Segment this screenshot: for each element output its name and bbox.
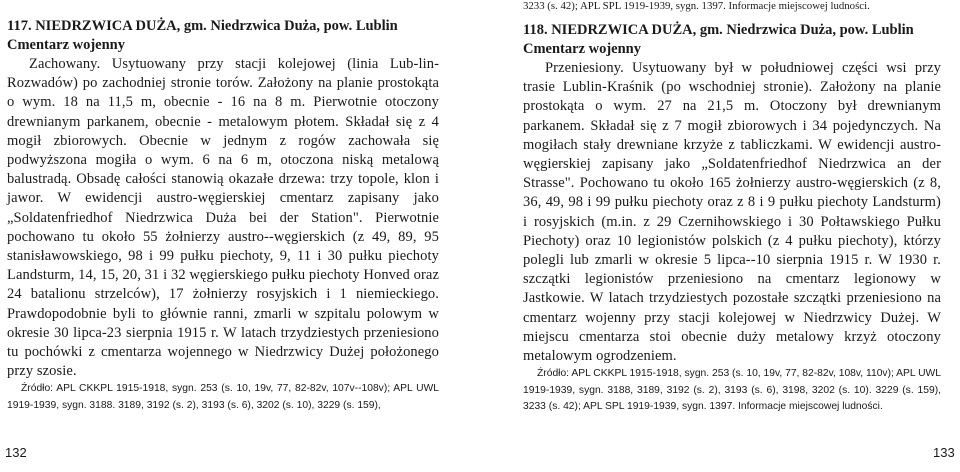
entry-118-source: Źródło: APL CKKPL 1915-1918, sygn. 253 (s. 10, 19v, 77, 82-82v, 108v, 110v); APL UWL 1919-1939, sygn. 3188, 3189, 3192 (s. 2), 3193 (s. 6), 3198, 3202 (s. 10). 3229 (s. 159), 3233 (s. 42); APL SPL 1919-1939, sygn. 1397. Informacje miejscowej ludności. — [523, 368, 941, 413]
left-page — [0, 0, 478, 472]
entry-117-body: Zachowany. Usytuowany przy stacji kolejowej (linia Lub-lin-Rozwadów) po zachodniej stronie torów. Założony na planie prostokąta o wym. 18 na 11,5 m, obecnie - 16 na 8 m. Pierwotnie otoczony drewnianym parkanem, obecnie - metalowym płotem. Składał się z 4 mogił zbiorowych. Obecnie w jednym z rogów zachowała się podwyższona mogiła o wym. 6 na 6 m, otoczona niską metalową balustradą. Obsadę całości stanowią okazałe drzewa: trzy topole, klon i jawor. W ewidencji austro-węgierskiej cmentarz zapisany jako „Soldatenfriedhof Niedrzwica Duża bei der Station". Pierwotnie pochowano tu około 55 żołnierzy austro--węgierskich (z 49, 89, 95 stanisławowskiego, 98 i 99 pułku piechoty, 9, 11 i 30 pułku piechoty Landsturm, 14, 15, 20, 31 i 32 węgierskiego pułku piechoty Honved oraz 24 batalionu strzelców), 17 żołnierzy rosyjskich i 1 niemieckiego. Prawdopodobnie byli to głównie ranni, zmarli w szpitalu polowym w okresie 30 lipca-23 sierpnia 1915 r. W latach trzydziestych przeniesiono tu pochówki z cmentarza wojennego w Niedrzwicy Dużej położonego przy szosie. — [7, 56, 439, 380]
right-page — [480, 0, 960, 472]
source-continuation: 3233 (s. 42); APL SPL 1919-1939, sygn. 1397. Informacje miejscowej ludności. — [523, 0, 870, 12]
entry-118-body: Przeniesiony. Usytuowany był w południowej części wsi przy trasie Lublin-Kraśnik (po wschodniej stronie). Założony na planie prostokąta o wym. 27 na 21,5 m. Otoczony był drewnianym parkanem. Składał się z 7 mogił zbiorowych i 34 pojedynczych. Na mogiłach stały drewniane krzyże z tabliczkami. W ewidencji austro-węgierskiej zapisany jako „Soldatenfriedhof Niedrzwica an der Strasse". Pochowano tu około 165 żołnierzy austro-węgierskich (z 8, 36, 49, 98 i 99 pułku piechoty oraz z 8 i 9 pułku piechoty Landsturm) i rosyjskich (m.in. z 29 Czernihowskiego i 30 Połtawskiego Pułku Piechoty) oraz 10 legionistów polskich (z 4 pułku piechoty), którzy polegli lub zmarli w okresie 5 lipca--10 sierpnia 1915 r. W 1930 r. szczątki legionistów przeniesiono na cmentarz legionowy w Jastkowie. W latach trzydziestych pozostałe szczątki przeniesiono na cmentarz wojenny przy stacji kolejowej w Niedrzwicy Dużej. W miejscu cmentarza stoi obecnie duży metalowy krzyż otoczony metalowym ogrodzeniem. — [523, 60, 941, 365]
left-page-column — [7, 0, 439, 414]
entry-117-source: Źródło: APL CKKPL 1915-1918, sygn. 253 (s. 10, 19v, 77, 82-82v, 107v--108v); APL UWL 1919-1939, sygn. 3188. 3189, 3192 (s. 2), 3193 (s. 6), 3202 (s. 10), 3229 (s. 159), — [7, 383, 439, 411]
right-page-column — [523, 0, 941, 416]
page-number-right: 133 — [933, 445, 955, 460]
entry-117-subheading: Cmentarz wojenny — [7, 37, 125, 53]
page-number-left: 132 — [5, 445, 27, 460]
entry-117-heading: 117. NIEDRZWICA DUŻA, gm. Niedrzwica Duża, pow. Lublin — [7, 18, 398, 34]
entry-118-heading: 118. NIEDRZWICA DUŻA, gm. Niedrzwica Duża, pow. Lublin — [523, 22, 914, 38]
entry-118-subheading: Cmentarz wojenny — [523, 41, 641, 57]
